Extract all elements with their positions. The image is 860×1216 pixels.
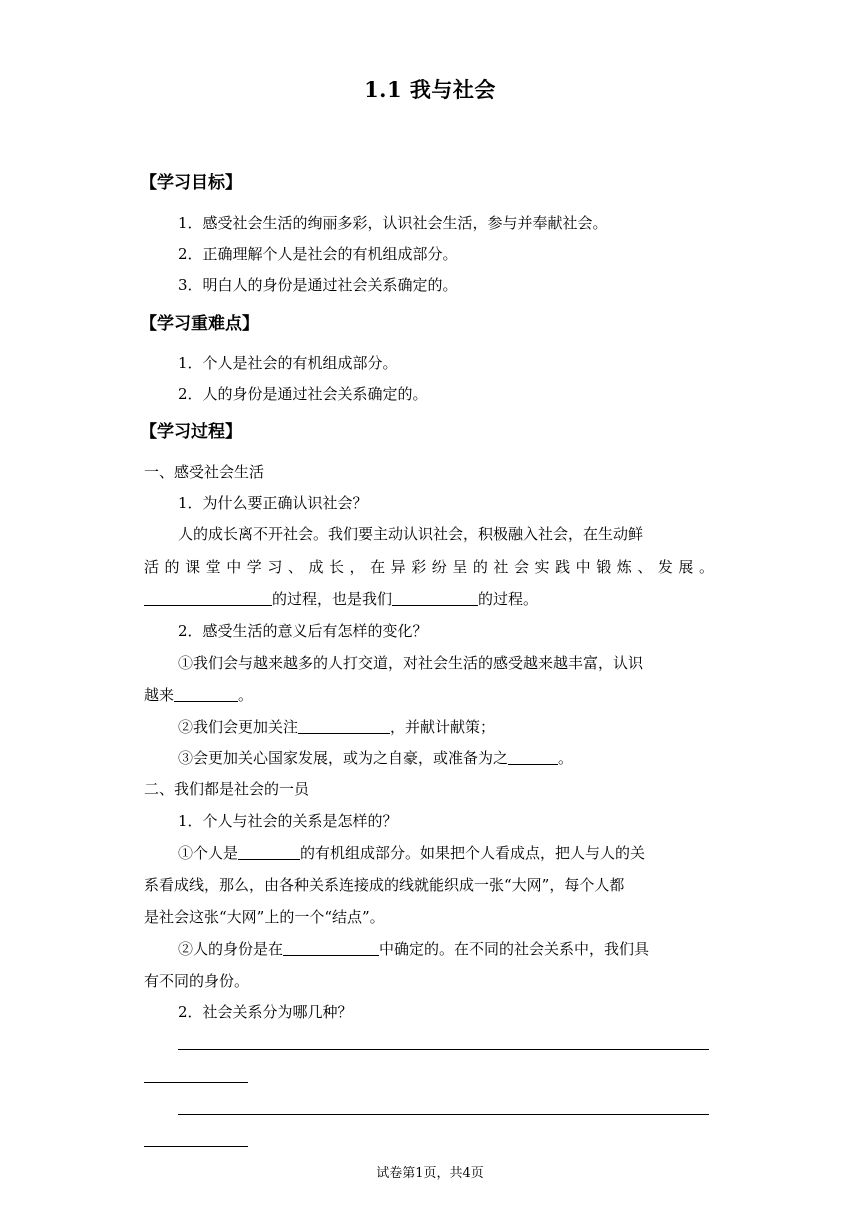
text-fragment: ③会更加关心国家发展，或为之自豪，或准备为之 <box>178 749 509 767</box>
section2-title: 二、我们都是社会的一员 <box>144 780 310 798</box>
text-fragment: 。 <box>238 686 254 704</box>
fill-blank[interactable] <box>392 590 478 606</box>
text-fragment: ，并献计献策； <box>390 718 496 736</box>
fill-blank[interactable] <box>144 590 272 606</box>
fill-blank[interactable] <box>298 718 390 734</box>
section2-question-2: 2．社会关系分为哪几种？ <box>178 1003 353 1021</box>
page-footer: 试卷第1页，共4页 <box>376 1166 484 1181</box>
text-fragment: 越来 <box>144 686 175 704</box>
section2-question-1: 1．个人与社会的关系是怎样的？ <box>178 812 398 830</box>
section1-answer-1-line-1: ①我们会与越来越多的人打交道，对社会生活的感受越来越丰富，认识 <box>178 654 644 672</box>
section1-answer-3 <box>178 747 573 768</box>
goal-item-2: 2．正确理解个人是社会的有机组成部分。 <box>178 245 458 263</box>
section1-paragraph-line-2: 活的课堂中学习、成长，在异彩纷呈的社会实践中锻炼、发展。 <box>144 558 714 576</box>
fill-blank[interactable] <box>508 749 558 765</box>
section1-answer-1-line-2 <box>144 684 253 705</box>
keypoints-heading: 【学习重难点】 <box>140 314 259 334</box>
section2-answer-1-line-2: 系看成线，那么，由各种关系连接成的线就能织成一张“大网”，每个人都 <box>144 876 625 894</box>
text-fragment: ①个人是 <box>178 844 239 862</box>
page-title: 1.1 我与社会 <box>364 77 496 102</box>
answer-line-continuation[interactable] <box>144 1146 248 1147</box>
section1-title: 一、感受社会生活 <box>144 463 265 481</box>
section1-question-2: 2．感受生活的意义后有怎样的变化？ <box>178 622 428 640</box>
answer-line[interactable] <box>178 1049 709 1050</box>
fill-blank[interactable] <box>283 940 379 956</box>
text-fragment: ②我们会更加关注 <box>178 718 299 736</box>
section1-answer-2 <box>178 716 495 737</box>
keypoint-item-1: 1．个人是社会的有机组成部分。 <box>178 354 398 372</box>
text-fragment: ②人的身份是在 <box>178 940 284 958</box>
section2-answer-1-line-1 <box>178 842 645 863</box>
text-fragment: 的过程。 <box>478 590 539 608</box>
goals-heading: 【学习目标】 <box>140 173 242 193</box>
text-fragment: 的有机组成部分。如果把个人看成点，把人与人的关 <box>300 844 646 862</box>
section1-question-1: 1．为什么要正确认识社会？ <box>178 494 368 512</box>
text-fragment: 中确定的。在不同的社会关系中，我们具 <box>379 940 650 958</box>
fill-blank[interactable] <box>174 686 238 702</box>
section1-paragraph-line-3 <box>144 588 538 609</box>
section2-answer-2-line-1 <box>178 938 649 959</box>
fill-blank[interactable] <box>238 844 300 860</box>
text-fragment: 的过程，也是我们 <box>272 590 393 608</box>
section2-answer-1-line-3: 是社会这张“大网”上的一个“结点”。 <box>144 908 385 926</box>
process-heading: 【学习过程】 <box>140 422 242 442</box>
goal-item-3: 3．明白人的身份是通过社会关系确定的。 <box>178 276 458 294</box>
keypoint-item-2: 2．人的身份是通过社会关系确定的。 <box>178 385 428 403</box>
answer-line-continuation[interactable] <box>144 1082 248 1083</box>
section2-answer-2-line-2: 有不同的身份。 <box>144 972 250 990</box>
answer-line[interactable] <box>178 1114 709 1115</box>
text-fragment: 。 <box>558 749 574 767</box>
section1-paragraph-line-1: 人的成长离不开社会。我们要主动认识社会，积极融入社会，在生动鲜 <box>178 525 644 543</box>
goal-item-1: 1．感受社会生活的绚丽多彩，认识社会生活，参与并奉献社会。 <box>178 214 608 232</box>
